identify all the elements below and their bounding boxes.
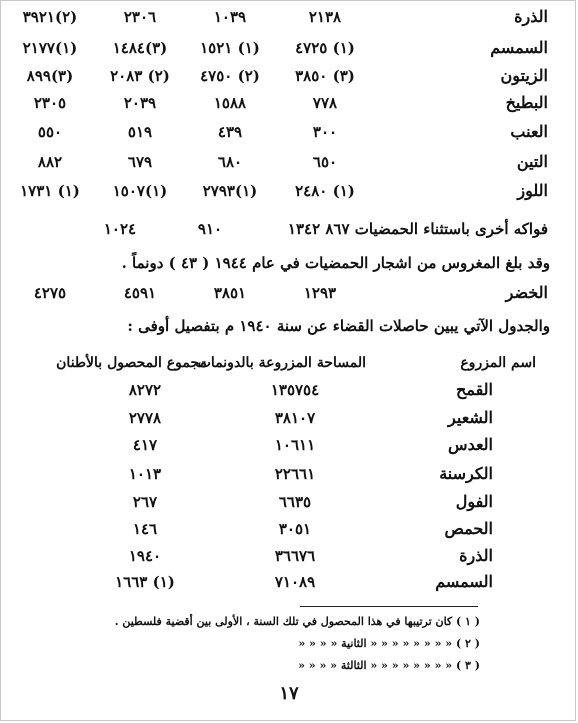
row-value: (٣)١٤٨٤ (112, 39, 168, 57)
row-value: ٢٣٠٥ (33, 94, 67, 112)
vegetables-label: الخضر (505, 283, 548, 302)
row-value: (١)٢٧٩٣ (202, 182, 258, 200)
table2-header-row (0, 350, 578, 376)
row-value: (١)١٥٠٧ (112, 182, 168, 200)
table2-row (0, 432, 578, 458)
crop-yield: ١٩٤٠ (128, 547, 162, 565)
row-value: ١٥٨٨ (213, 94, 247, 112)
row-value: (١) ١٧٣١ (20, 182, 80, 200)
footnote-rule (300, 606, 478, 607)
crop-area: ٣٦٦٧٦ (274, 547, 316, 565)
row-label: الذرة (514, 7, 548, 26)
row-value: ٧٧٨ (312, 94, 338, 112)
crop-area: ٢٢٦٦١ (274, 465, 316, 483)
crop-name: الشعير (448, 408, 493, 427)
table2-row (0, 569, 578, 595)
header-crop-name: اسم المزروع (460, 355, 536, 371)
table1-row (0, 149, 578, 175)
row-value: (٢)٣٩٢١ (22, 8, 78, 26)
crop-area: ٣٠٥١ (278, 520, 312, 538)
header-area: المساحة المزروعة بالدونمات (197, 355, 366, 371)
footnote-2: ( ٢ ) « « « « « « « « الثانية « « « « (298, 637, 480, 650)
footnote-3: ( ٣ ) « « « « « « « « الثالثة « « « « (298, 659, 480, 672)
row-value: ٢٣٠٦ (123, 8, 157, 26)
table2-row (0, 377, 578, 403)
crop-yield: ٨٢٧٢ (128, 381, 162, 399)
crop-name: الحمص (444, 519, 493, 538)
row-value: ٦٨٠ (217, 153, 243, 171)
footnote-1: ( ١ ) كان ترتيبها في هذا المحصول في تلك السنة ، الأولى بين أقضية فلسطين . (114, 615, 480, 628)
crop-yield: ١٠١٣ (128, 465, 162, 483)
vegetables-value: ٤٢٧٥ (33, 284, 67, 302)
row-label: الزيتون (500, 66, 548, 85)
row-value: ١٠٣٩ (213, 8, 247, 26)
crop-yield: ٢٦٧ (132, 493, 158, 511)
crop-area: ٦٦٣٥ (278, 493, 312, 511)
row-value: ٥١٩ (127, 123, 153, 141)
other-fruits-label: فواكه أخرى باستثناء الحمضيات ٨٦٧ ١٣٤٢ (287, 220, 548, 238)
row-label: السمسم (490, 38, 548, 57)
citrus-sentence: وقد بلغ المغروس من اشجار الحمضيات في عام ١٩٤٤ ( ٤٣ ) دونماً . (121, 254, 550, 272)
vegetables-row (0, 280, 578, 306)
table2-row (0, 405, 578, 431)
crop-area: ١٠٦١١ (274, 436, 316, 454)
other-fruits-value-4: ١٠٢٤ (103, 220, 137, 238)
row-value: (٣)٨٩٩ (26, 67, 74, 85)
vegetables-value: ٣٨٥١ (213, 284, 247, 302)
crop-name: العدس (448, 435, 493, 454)
row-value: ٣٠٠ (312, 123, 338, 141)
row-value: ٦٧٩ (127, 153, 153, 171)
row-label: العنب (510, 122, 548, 141)
crop-area: ٧١٠٨٩ (274, 573, 316, 591)
table2-row (0, 489, 578, 515)
row-value: (٣) ٣٨٥٠ (295, 67, 355, 85)
other-fruits-row (0, 216, 578, 242)
vegetables-value: ١٢٩٣ (303, 284, 337, 302)
table1-row (0, 119, 578, 145)
row-value: (٢) ٤٧٥٠ (200, 67, 260, 85)
crop-yield: (١) ١٦٦٣ (115, 573, 175, 591)
table2-intro: والجدول الآتي يبين حاصلات القضاء عن سنة ١٩٤٠ م بتفصيل أوفى : (127, 317, 550, 335)
row-value: ٤٣٩ (217, 123, 243, 141)
row-value: ٢١٣٨ (308, 8, 342, 26)
crop-area: ١٣٥٧٥٤ (270, 381, 320, 399)
other-fruits-value-3: ٩١٠ (197, 220, 223, 238)
row-value: ٨٨٢ (37, 153, 63, 171)
row-value: ٢٠٣٩ (123, 94, 157, 112)
crop-name: الفول (455, 492, 493, 511)
page-number: ١٧ (279, 683, 299, 704)
row-value: (١)٢١٧٧ (22, 39, 78, 57)
table1-row (0, 90, 578, 116)
crop-yield: ١٤٦ (132, 520, 158, 538)
row-value: (١) ١٥٢١ (200, 39, 260, 57)
table1-row (0, 4, 578, 30)
crop-area: ٣٨١٠٧ (274, 409, 316, 427)
vegetables-value: ٤٥٩١ (123, 284, 157, 302)
table1-row (0, 35, 578, 61)
row-value: (١) ٢٤٨٠ (295, 182, 355, 200)
row-value: ٥٥٠ (37, 123, 63, 141)
crop-name: القمح (456, 380, 493, 399)
row-value: ٦٥٠ (312, 153, 338, 171)
crop-yield: ٤١٧ (132, 436, 158, 454)
crop-name: الذرة (459, 546, 493, 565)
row-label: التين (516, 152, 548, 171)
table2-row (0, 516, 578, 542)
row-value: (٢) ٢٠٨٣ (110, 67, 170, 85)
header-yield: مجموع المحصول بالأطنان (56, 355, 207, 371)
table2-row (0, 543, 578, 569)
row-label: اللوز (517, 181, 548, 200)
table1-row (0, 63, 578, 89)
crop-yield: ٢٧٧٨ (128, 409, 162, 427)
table1-row (0, 178, 578, 204)
row-label: البطيخ (505, 93, 548, 112)
table2-row (0, 461, 578, 487)
row-value: (١) ٤٧٢٥ (295, 39, 355, 57)
crop-name: السمسم (435, 572, 493, 591)
crop-name: الكرسنة (439, 464, 493, 483)
